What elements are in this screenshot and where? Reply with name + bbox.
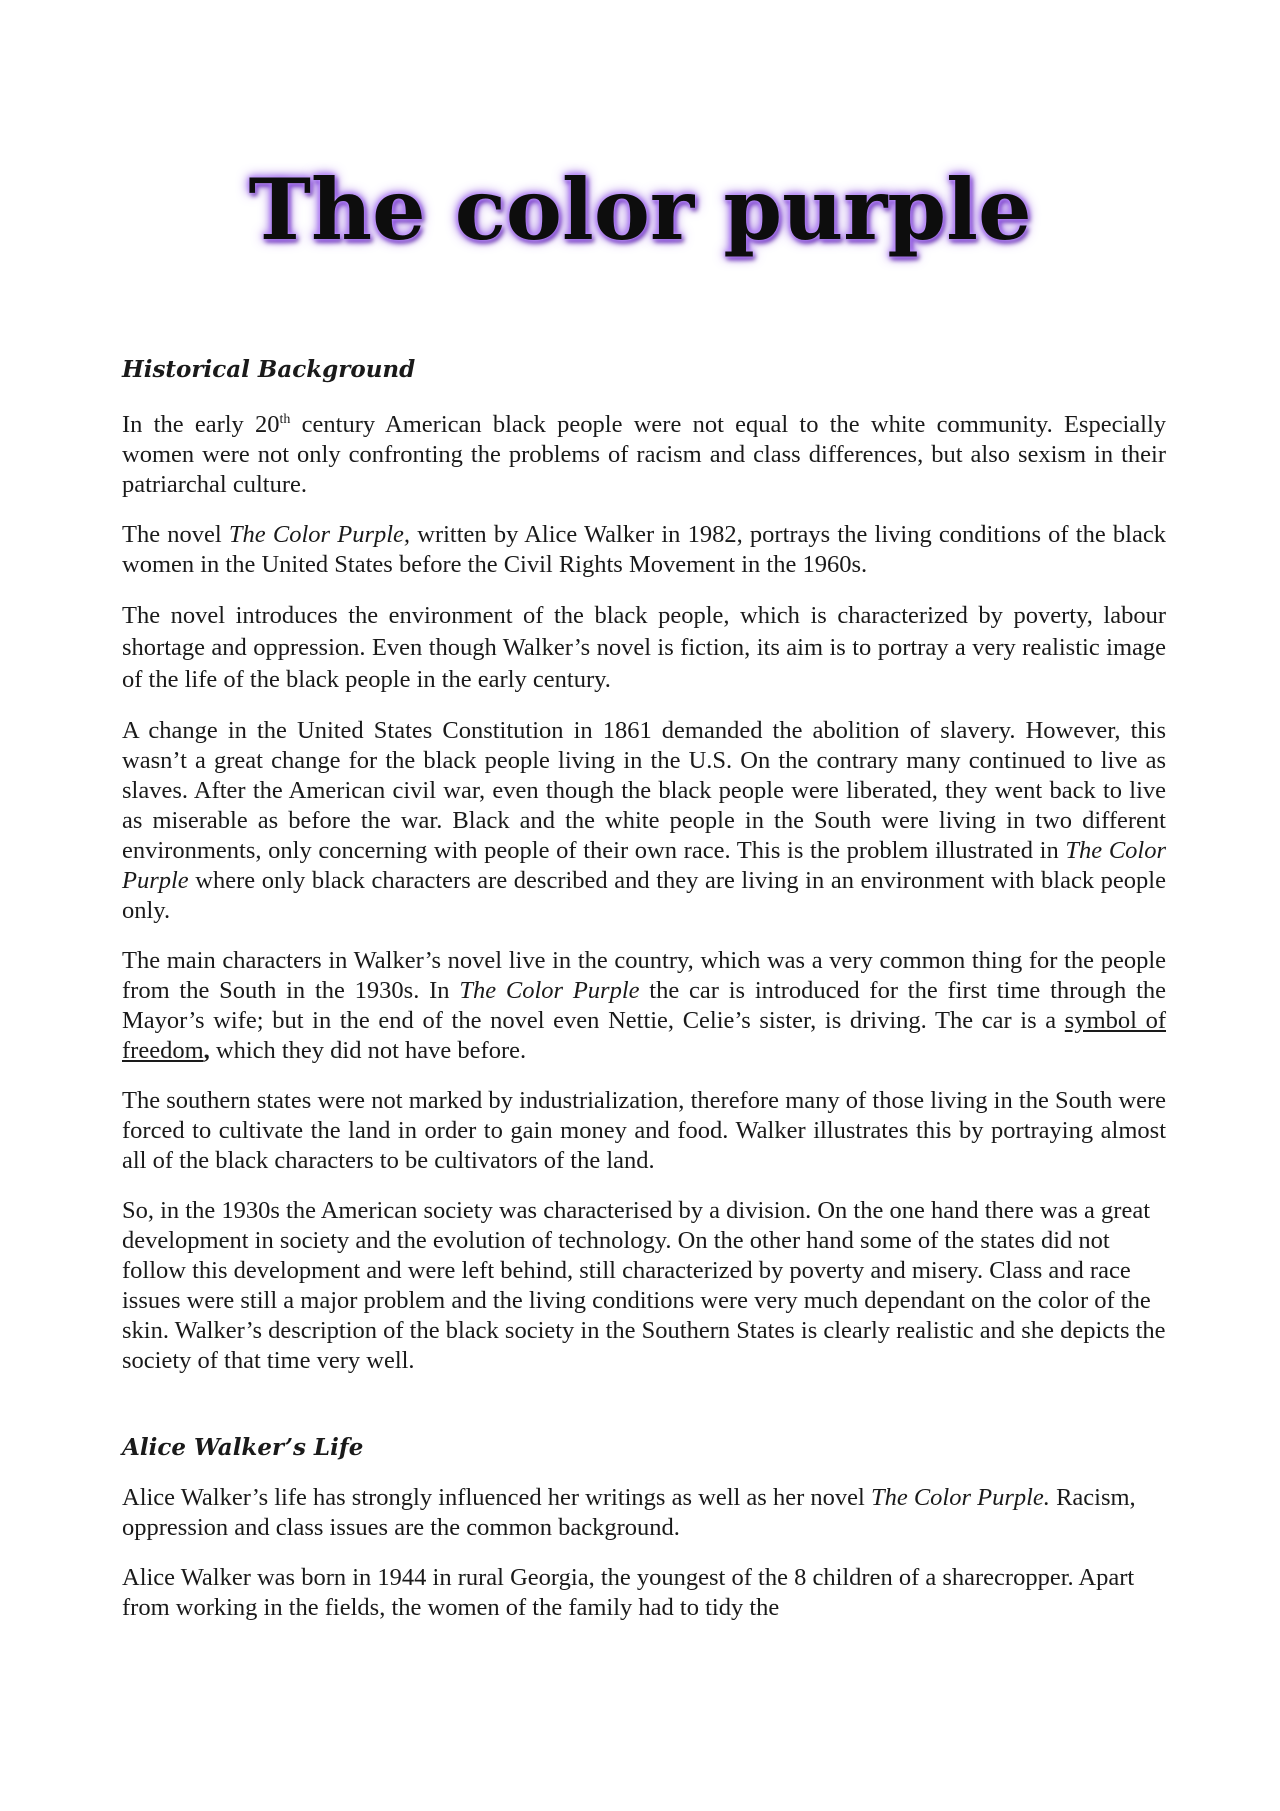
paragraph: The novel introduces the environment of the black people, which is characterized by poverty, labour shortage and oppression. Even though Walker’s novel is fiction, its aim is to portray a very realistic image of the life of the black people in the early century.: [122, 601, 1166, 693]
paragraph: Alice Walker’s life has strongly influenced her writings as well as her novel The Color Purple. Racism, oppression and class issues are the common background.: [122, 1484, 1136, 1542]
paragraph: Alice Walker was born in 1944 in rural Georgia, the youngest of the 8 children of a sharecropper. Apart from working in the fields, the women of the family had to tidy the: [122, 1564, 1135, 1622]
paragraph: The main characters in Walker’s novel live in the country, which was a very common thing for the people from the South in the 1930s. In The Color Purple the car is introduced for the first time through the Mayor’s wife; but in the end of the novel even Nettie, Celie’s sister, is driving. The car is a symbol of freedom, which they did not have before.: [122, 946, 1167, 1064]
document-body: [122, 356, 1166, 1643]
paragraph: The southern states were not marked by industrialization, therefore many of those living in the South were forced to cultivate the land in order to gain money and food. Walker illustrates this by portraying almost all of the black characters to be cultivators of the land.: [122, 1086, 1166, 1174]
document-title: The color purple: [248, 160, 1032, 259]
paragraph: A change in the United States Constitution in 1861 demanded the abolition of slavery. However, this wasn’t a great change for the black people living in the U.S. On the contrary many continued to live as slaves. After the American civil war, even though the black people were liberated, they went back to live as miserable as before the war. Black and the white people in the South were living in two different environments, only concerning with people of their own race. This is the problem illustrated in The Color Purple where only black characters are described and they are living in an environment with black people only.: [122, 716, 1167, 924]
section-heading-alice-walkers-life: Alice Walker’s Life: [122, 1433, 364, 1461]
paragraph: The novel The Color Purple, written by Alice Walker in 1982, portrays the living conditions of the black women in the United States before the Civil Rights Movement in the 1960s.: [122, 520, 1166, 578]
paragraph: So, in the 1930s the American society was characterised by a division. On the one hand there was a great development in society and the evolution of technology. On the other hand some of the states did not follow this development and were left behind, still characterized by poverty and misery. Class and race issues were still a major problem and the living conditions were very much dependant on the color of the skin. Walker’s description of the black society in the Southern States is clearly realistic and she depicts the society of that time very well.: [122, 1196, 1166, 1374]
paragraph: In the early 20th century American black people were not equal to the white community. Especially women were not only confronting the problems of racism and class differences, but also sexism in their patriarchal culture.: [122, 410, 1166, 498]
section-heading-historical-background: Historical Background: [122, 356, 416, 383]
underlined-phrase: symbol of freedom: [122, 1006, 1167, 1064]
